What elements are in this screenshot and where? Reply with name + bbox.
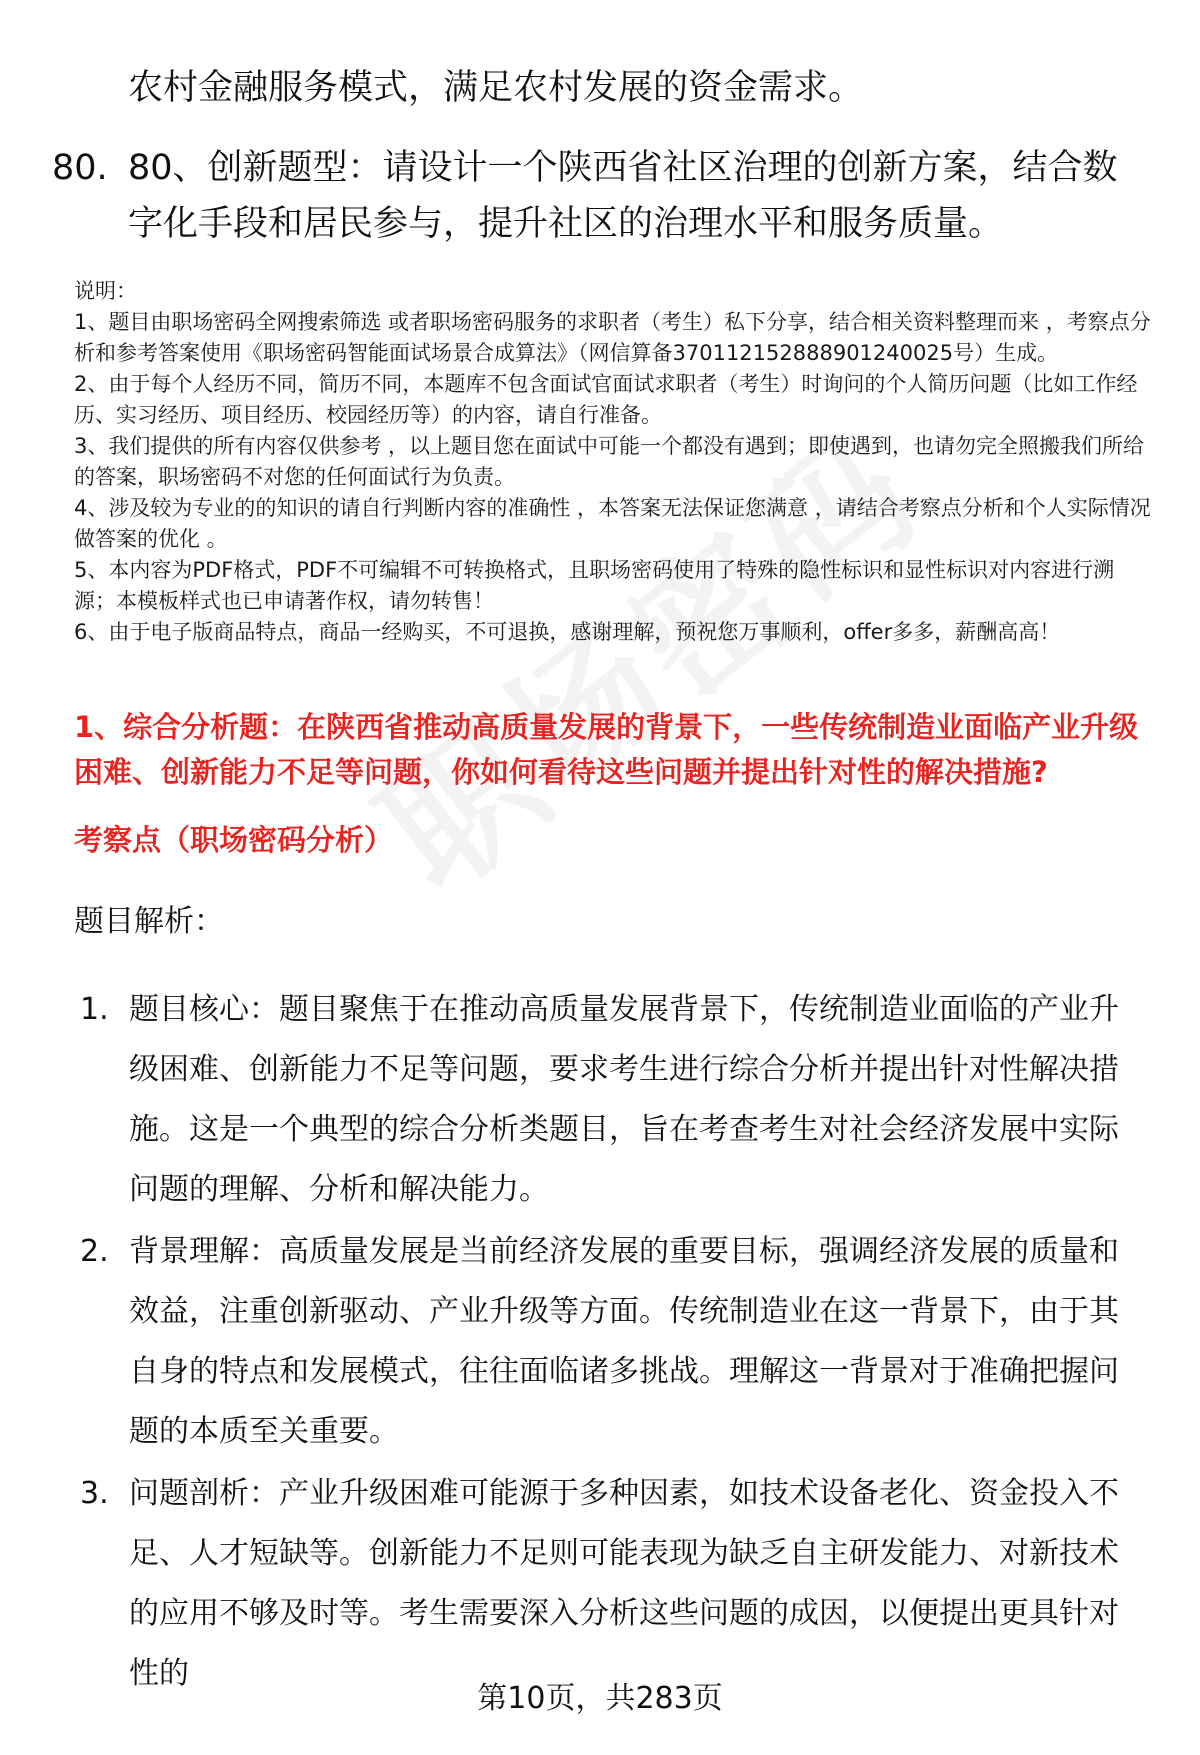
note-item: 3、我们提供的所有内容仅供参考 ，以上题目您在面试中可能一个都没有遇到；即使遇到，也请勿完全照搬我们所给的答案，职场密码不对您的任何面试行为负责。	[74, 434, 1145, 489]
notes-section	[74, 276, 1154, 648]
note-item: 4、涉及较为专业的的知识的请自行判断内容的准确性 ，本答案无法保证您满意 ，请结合考察点分析和个人实际情况做答案的优化 。	[74, 496, 1151, 551]
analysis-label: 题目解析：	[74, 904, 224, 939]
list-item-text: 题目核心：题目聚焦于在推动高质量发展背景下，传统制造业面临的产业升级困难、创新能力不足等问题，要求考生进行综合分析并提出针对性解决措施。这是一个典型的综合分析类题目，旨在考查考生对社会经济发展中实际问题的理解、分析和解决能力。	[129, 992, 1119, 1207]
note-item: 5、本内容为PDF格式，PDF不可编辑不可转换格式，且职场密码使用了特殊的隐性标识和显性标识对内容进行溯源；本模板样式也已申请著作权，请勿转售！	[74, 558, 1115, 613]
note-item: 1、题目由职场密码全网搜索筛选 或者职场密码服务的求职者（考生）私下分享，结合相关资料整理而来 ，考察点分析和参考答案使用《职场密码智能面试场景合成算法》（网信算备370112152888901240025号）生成。	[74, 310, 1151, 365]
list-item	[80, 1222, 1150, 1462]
list-item-text: 问题剖析：产业升级困难可能源于多种因素，如技术设备老化、资金投入不足、人才短缺等。创新能力不足则可能表现为缺乏自主研发能力、对新技术的应用不够及时等。考生需要深入分析这些问题的成因，以便提出更具针对性的	[129, 1476, 1119, 1691]
list-item-number: 1.	[80, 992, 109, 1027]
note-item: 6、由于电子版商品特点，商品一经购买，不可退换，感谢理解，预祝您万事顺利，offer多多，薪酬高高！	[74, 620, 1061, 644]
question-80-text: 80、创新题型：请设计一个陕西省社区治理的创新方案，结合数字化手段和居民参与，提升社区的治理水平和服务质量。	[128, 148, 1118, 244]
list-item	[80, 1464, 1150, 1704]
question-1-heading: 1、综合分析题：在陕西省推动高质量发展的背景下，一些传统制造业面临产业升级困难、创新能力不足等问题，你如何看待这些问题并提出针对性的解决措施?	[74, 710, 1139, 789]
page-footer: 第10页，共283页	[477, 1681, 723, 1716]
kaochadian-heading: 考察点（职场密码分析）	[74, 823, 394, 857]
analysis-list	[80, 980, 1150, 1706]
list-item	[80, 980, 1150, 1220]
list-item-number: 2.	[80, 1234, 109, 1269]
continuation-text: 农村金融服务模式，满足农村发展的资金需求。	[128, 68, 864, 108]
list-item-number: 3.	[80, 1476, 109, 1511]
list-item-text: 背景理解：高质量发展是当前经济发展的重要目标，强调经济发展的质量和效益，注重创新驱动、产业升级等方面。传统制造业在这一背景下，由于其自身的特点和发展模式，往往面临诸多挑战。理解这一背景对于准确把握问题的本质至关重要。	[129, 1234, 1119, 1449]
question-80	[52, 140, 1147, 252]
note-item: 2、由于每个人经历不同，简历不同，本题库不包含面试官面试求职者（考生）时询问的个人简历问题（比如工作经历、实习经历、项目经历、校园经历等）的内容，请自行准备。	[74, 372, 1138, 427]
question-80-number: 80.	[52, 148, 108, 188]
notes-title: 说明：	[74, 279, 137, 303]
